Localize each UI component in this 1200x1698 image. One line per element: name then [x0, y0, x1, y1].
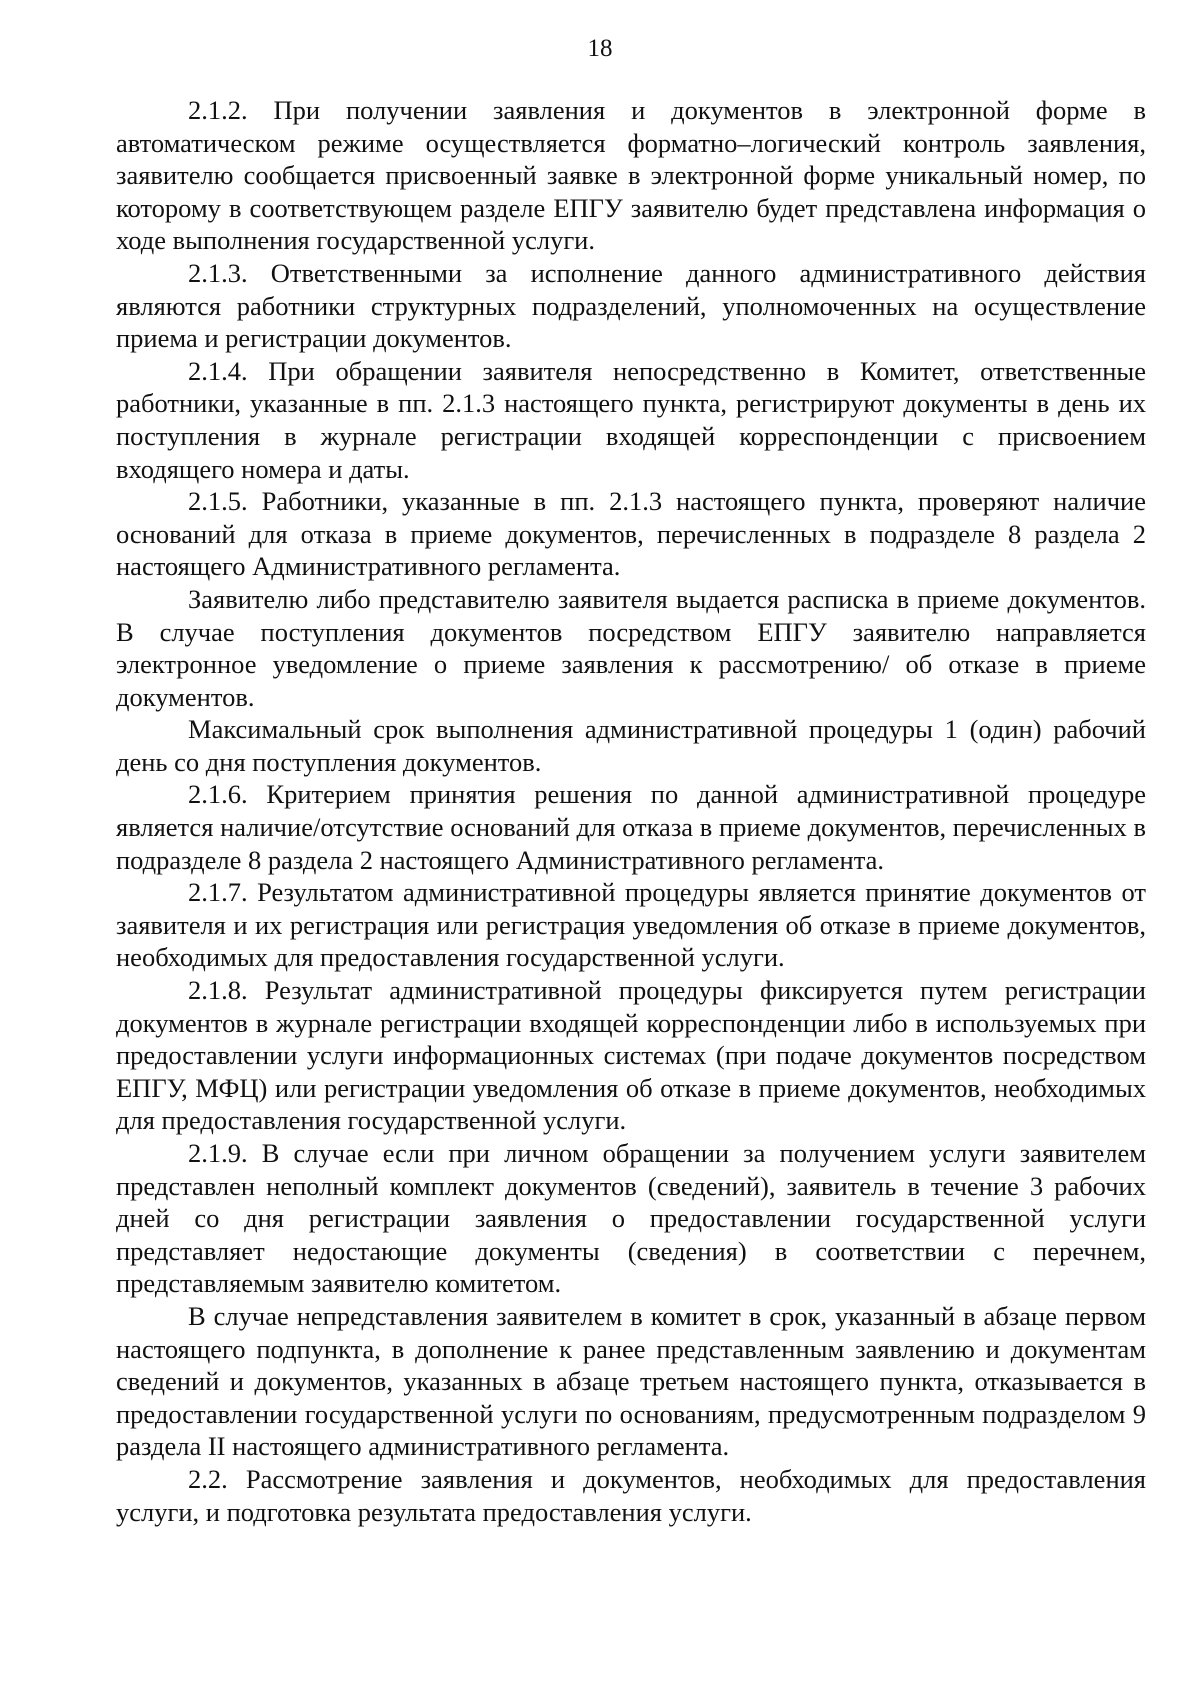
paragraph-2-1-6: 2.1.6. Критерием принятия решения по данной административной процедуре является наличие/отсутствие оснований для отказа в приеме документов, перечисленных в подразделе 8 раздела 2 настоящего Административного регламента.	[116, 779, 1146, 875]
paragraph-2-1-9: 2.1.9. В случае если при личном обращении за получением услуги заявителем представлен неполный комплект документов (сведений), заявитель в течение 3 рабочих дней со дня регистрации заявления о предоставлении государственной услуги представляет недостающие документы (сведения) в соответствии с перечнем, представляемым заявителю комитетом.	[116, 1138, 1146, 1299]
paragraph-2-1-3: 2.1.3. Ответственными за исполнение данного административного действия являются работники структурных подразделений, уполномоченных на осуществление приема и регистрации документов.	[116, 257, 1146, 354]
paragraph-2-1-7: 2.1.7. Результатом административной процедуры является принятие документов от заявителя и их регистрация или регистрация уведомления об отказе в приеме документов, необходимых для предоставления государственной услуги.	[116, 877, 1146, 973]
paragraph-max-term: Максимальный срок выполнения административной процедуры 1 (один) рабочий день со дня поступления документов.	[116, 714, 1146, 777]
paragraph-2-2: 2.2. Рассмотрение заявления и документов, необходимых для предоставления услуги, и подготовка результата предоставления услуги.	[116, 1463, 1146, 1527]
paragraph-receipt: Заявителю либо представителю заявителя выдается расписка в приеме документов. В случае поступления документов посредством ЕПГУ заявителю направляется электронное уведомление о приеме заявления к рассмотрению/ об отказе в приеме документов.	[116, 583, 1146, 712]
document-body	[116, 94, 1146, 1528]
paragraph-2-1-4: 2.1.4. При обращении заявителя непосредственно в Комитет, ответственные работники, указанные в пп. 2.1.3 настоящего пункта, регистрируют документы в день их поступления в журнале регистрации входящей корреспонденции с присвоением входящего номера и даты.	[116, 355, 1146, 484]
page-number: 18	[587, 35, 613, 62]
paragraph-2-1-5: 2.1.5. Работники, указанные в пп. 2.1.3 настоящего пункта, проверяют наличие оснований для отказа в приеме документов, перечисленных в подразделе 8 раздела 2 настоящего Административного регламента.	[116, 486, 1146, 582]
paragraph-non-submission: В случае непредставления заявителем в комитет в срок, указанный в абзаце первом настоящего подпункта, в дополнение к ранее представленным заявлению и документам сведений и документов, указанных в абзаце третьем настоящего пункта, отказывается в предоставлении государственной услуги по основаниям, предусмотренным подразделом 9 раздела II настоящего административного регламента.	[116, 1300, 1146, 1462]
paragraph-2-1-2: 2.1.2. При получении заявления и документов в электронной форме в автоматическом режиме осуществляется форматно–логический контроль заявления, заявителю сообщается присвоенный заявке в электронной форме уникальный номер, по которому в соответствующем разделе ЕПГУ заявителю будет представлена информация о ходе выполнения государственной услуги.	[116, 95, 1146, 256]
paragraph-2-1-8: 2.1.8. Результат административной процедуры фиксируется путем регистрации документов в журнале регистрации входящей корреспонденции либо в используемых при предоставлении услуги информационных системах (при подаче документов посредством ЕПГУ, МФЦ) или регистрации уведомления об отказе в приеме документов, необходимых для предоставления государственной услуги.	[116, 975, 1146, 1136]
